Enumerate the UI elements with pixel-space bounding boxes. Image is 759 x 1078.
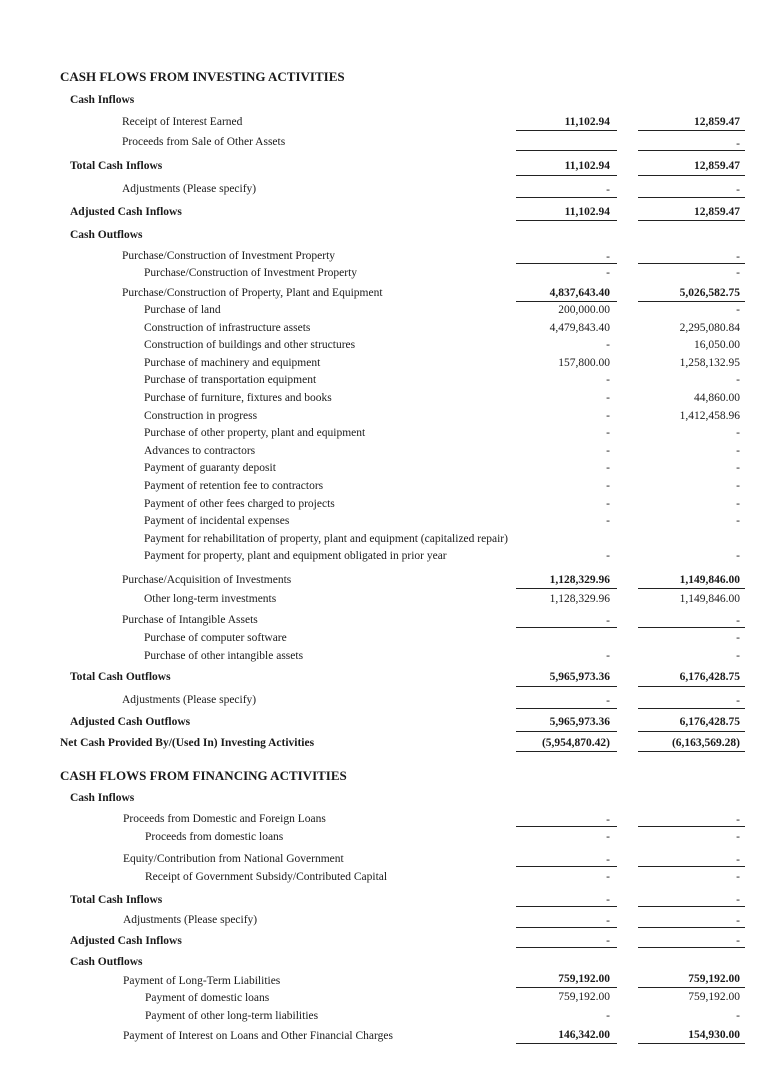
rule <box>516 686 617 687</box>
ppe-item-v2: - <box>736 550 740 562</box>
ppe-item-v2: 1,412,458.96 <box>679 410 740 422</box>
investments-sub-v2: 1,149,846.00 <box>679 593 740 605</box>
financing-inflows-header: Cash Inflows <box>70 792 135 804</box>
rule <box>516 1043 617 1044</box>
rule <box>516 826 617 827</box>
inv-total-outflows-label: Total Cash Outflows <box>70 671 171 683</box>
rule <box>516 866 617 867</box>
lt-liabilities-label: Payment of Long-Term Liabilities <box>123 975 281 987</box>
rule <box>638 627 745 628</box>
rule <box>638 197 745 198</box>
intangible-item-v2: - <box>736 632 740 644</box>
inv-net-label: Net Cash Provided By/(Used In) Investing Activities <box>60 737 315 749</box>
rule <box>638 987 745 988</box>
fin-adjustments-in-label: Adjustments (Please specify) <box>123 914 258 926</box>
lt-item-v2: 759,192.00 <box>688 991 740 1003</box>
rule <box>516 263 617 264</box>
ppe-item-label: Purchase of machinery and equipment <box>144 357 321 369</box>
inv-adjustments-in-v1: - <box>606 184 610 196</box>
rule <box>516 987 617 988</box>
ppe-v2: 5,026,582.75 <box>679 287 740 299</box>
ppe-item-v1: - <box>606 498 610 510</box>
ppe-item-label: Purchase of other property, plant and equipment <box>144 427 366 439</box>
inv-property-sub-v1: - <box>606 267 610 279</box>
investing-outflows-header: Cash Outflows <box>70 229 143 241</box>
ppe-item-v2: 2,295,080.84 <box>679 322 740 334</box>
inv-property-label: Purchase/Construction of Investment Property <box>122 250 336 262</box>
fin-total-inflows-label: Total Cash Inflows <box>70 894 163 906</box>
rule <box>638 927 745 928</box>
inv-property-v2: - <box>736 251 740 263</box>
interest-v1: 146,342.00 <box>558 1029 610 1041</box>
ppe-item-v2: 1,258,132.95 <box>679 357 740 369</box>
rule <box>638 588 745 589</box>
rule <box>638 708 745 709</box>
inv-property-sub-label: Purchase/Construction of Investment Property <box>144 267 358 279</box>
rule <box>516 150 617 151</box>
ppe-item-v1: - <box>606 550 610 562</box>
inv-adjusted-inflows-v2: 12,859.47 <box>694 206 740 218</box>
rule <box>638 866 745 867</box>
ppe-item-v2: 16,050.00 <box>694 339 740 351</box>
rule <box>638 130 745 131</box>
rule <box>638 263 745 264</box>
rule <box>638 731 745 732</box>
inv-total-inflows-label: Total Cash Inflows <box>70 160 163 172</box>
inv-adjustments-in-label: Adjustments (Please specify) <box>122 183 257 195</box>
intangibles-label: Purchase of Intangible Assets <box>122 614 258 626</box>
inv-net-v1: (5,954,870.42) <box>541 737 610 749</box>
lt-item-label: Payment of domestic loans <box>145 992 270 1004</box>
ppe-item-label: Construction of infrastructure assets <box>144 322 311 334</box>
investments-sub-label: Other long-term investments <box>144 593 277 605</box>
inv-total-outflows-v1: 5,965,973.36 <box>549 671 610 683</box>
ppe-item-v1: - <box>606 374 610 386</box>
rule <box>638 220 745 221</box>
ppe-item-label: Payment of guaranty deposit <box>144 462 276 474</box>
lt-item-v2: - <box>736 1010 740 1022</box>
rule <box>516 751 617 752</box>
equity-label: Equity/Contribution from National Government <box>123 853 344 865</box>
fin-adjusted-inflows-v1: - <box>606 935 610 947</box>
ppe-item-v1: - <box>606 480 610 492</box>
ppe-item-v2: - <box>736 480 740 492</box>
intangible-item-v2: - <box>736 650 740 662</box>
ppe-item-v1: - <box>606 445 610 457</box>
ppe-item-v1: - <box>606 462 610 474</box>
rule <box>516 301 617 302</box>
rule <box>638 947 745 948</box>
inv-property-sub-v2: - <box>736 267 740 279</box>
rule <box>516 220 617 221</box>
inv-adjusted-inflows-v1: 11,102.94 <box>564 206 610 218</box>
lt-liabilities-v2: 759,192.00 <box>688 973 740 985</box>
financing-outflows-header: Cash Outflows <box>70 956 143 968</box>
receipt-interest-v2: 12,859.47 <box>694 116 740 128</box>
ppe-item-label: Construction of buildings and other structures <box>144 339 356 351</box>
receipt-interest-v1: 11,102.94 <box>564 116 610 128</box>
inv-adjusted-outflows-v1: 5,965,973.36 <box>549 716 610 728</box>
loans-sub-v2: - <box>736 831 740 843</box>
rule <box>638 1043 745 1044</box>
ppe-item-label: Payment of incidental expenses <box>144 515 290 527</box>
ppe-item-v1: - <box>606 392 610 404</box>
rule <box>516 588 617 589</box>
financing-section-title: CASH FLOWS FROM FINANCING ACTIVITIES <box>60 768 347 783</box>
rule <box>516 947 617 948</box>
rule <box>638 686 745 687</box>
ppe-item-v1: 200,000.00 <box>558 304 610 316</box>
inv-adjusted-outflows-v2: 6,176,428.75 <box>679 716 740 728</box>
interest-v2: 154,930.00 <box>688 1029 740 1041</box>
intangible-item-v1: - <box>606 650 610 662</box>
rule <box>516 175 617 176</box>
fin-total-inflows-v2: - <box>736 894 740 906</box>
intangible-item-label: Purchase of other intangible assets <box>144 650 304 662</box>
ppe-item-label: Payment of other fees charged to projects <box>144 498 335 510</box>
inv-adjustments-out-v2: - <box>736 695 740 707</box>
ppe-item-label: Payment of retention fee to contractors <box>144 480 324 492</box>
rule <box>638 301 745 302</box>
rule <box>638 751 745 752</box>
investments-sub-v1: 1,128,329.96 <box>549 593 610 605</box>
ppe-item-v2: - <box>736 515 740 527</box>
investments-label: Purchase/Acquisition of Investments <box>122 574 292 586</box>
inv-adjusted-inflows-label: Adjusted Cash Inflows <box>70 206 182 218</box>
interest-label: Payment of Interest on Loans and Other Financial Charges <box>123 1030 393 1042</box>
intangibles-v2: - <box>736 615 740 627</box>
loans-v1: - <box>606 814 610 826</box>
inv-adjusted-outflows-label: Adjusted Cash Outflows <box>70 716 191 728</box>
receipt-interest-label: Receipt of Interest Earned <box>122 116 243 128</box>
intangible-item-label: Purchase of computer software <box>144 632 287 644</box>
fin-adjusted-inflows-label: Adjusted Cash Inflows <box>70 935 182 947</box>
fin-adjustments-in-v2: - <box>736 915 740 927</box>
ppe-item-label: Purchase of furniture, fixtures and books <box>144 392 332 404</box>
lt-item-label: Payment of other long-term liabilities <box>145 1010 319 1022</box>
rule <box>516 906 617 907</box>
ppe-item-v1: - <box>606 410 610 422</box>
ppe-item-v2: - <box>736 445 740 457</box>
lt-item-v1: 759,192.00 <box>558 991 610 1003</box>
rule <box>638 175 745 176</box>
investments-v1: 1,128,329.96 <box>549 574 610 586</box>
rule <box>516 708 617 709</box>
rule <box>638 150 745 151</box>
ppe-item-v1: - <box>606 339 610 351</box>
ppe-item-label: Payment for property, plant and equipment obligated in prior year <box>144 550 447 562</box>
rule <box>516 731 617 732</box>
equity-sub-label: Receipt of Government Subsidy/Contributed Capital <box>145 871 388 883</box>
ppe-item-v1: - <box>606 515 610 527</box>
loans-sub-v1: - <box>606 831 610 843</box>
inv-adjustments-out-v1: - <box>606 695 610 707</box>
loans-v2: - <box>736 814 740 826</box>
inv-property-v1: - <box>606 251 610 263</box>
rule <box>516 197 617 198</box>
loans-label: Proceeds from Domestic and Foreign Loans <box>123 813 326 825</box>
ppe-item-v2: - <box>736 462 740 474</box>
inv-net-v2: (6,163,569.28) <box>671 737 740 749</box>
ppe-item-v2: - <box>736 498 740 510</box>
fin-adjustments-in-v1: - <box>606 915 610 927</box>
rule <box>516 627 617 628</box>
ppe-item-v2: - <box>736 304 740 316</box>
rule <box>516 130 617 131</box>
equity-sub-v2: - <box>736 871 740 883</box>
ppe-item-label: Advances to contractors <box>144 445 256 457</box>
ppe-item-v1: 4,479,843.40 <box>549 322 610 334</box>
inv-total-outflows-v2: 6,176,428.75 <box>679 671 740 683</box>
ppe-item-label: Purchase of land <box>144 304 221 316</box>
ppe-item-label: Construction in progress <box>144 410 258 422</box>
investing-inflows-header: Cash Inflows <box>70 94 135 106</box>
fin-adjusted-inflows-v2: - <box>736 935 740 947</box>
equity-v2: - <box>736 854 740 866</box>
rule <box>516 927 617 928</box>
ppe-item-label: Purchase of transportation equipment <box>144 374 317 386</box>
equity-sub-v1: - <box>606 871 610 883</box>
inv-total-inflows-v2: 12,859.47 <box>694 160 740 172</box>
proceeds-sale-label: Proceeds from Sale of Other Assets <box>122 136 286 148</box>
rule <box>638 906 745 907</box>
lt-liabilities-v1: 759,192.00 <box>558 973 610 985</box>
ppe-item-v2: - <box>736 374 740 386</box>
inv-adjustments-in-v2: - <box>736 184 740 196</box>
rule <box>638 826 745 827</box>
investments-v2: 1,149,846.00 <box>679 574 740 586</box>
lt-item-v1: - <box>606 1010 610 1022</box>
fin-total-inflows-v1: - <box>606 894 610 906</box>
loans-sub-label: Proceeds from domestic loans <box>145 831 284 843</box>
ppe-item-v2: 44,860.00 <box>694 392 740 404</box>
ppe-item-v1: 157,800.00 <box>558 357 610 369</box>
ppe-label: Purchase/Construction of Property, Plant and Equipment <box>122 287 383 299</box>
ppe-item-label: Payment for rehabilitation of property, plant and equipment (capitalized repair) <box>144 533 508 545</box>
inv-adjustments-out-label: Adjustments (Please specify) <box>122 694 257 706</box>
intangibles-v1: - <box>606 615 610 627</box>
proceeds-sale-v2: - <box>736 138 740 150</box>
ppe-item-v1: - <box>606 427 610 439</box>
inv-total-inflows-v1: 11,102.94 <box>564 160 610 172</box>
ppe-v1: 4,837,643.40 <box>549 287 610 299</box>
equity-v1: - <box>606 854 610 866</box>
investing-section-title: CASH FLOWS FROM INVESTING ACTIVITIES <box>60 69 345 84</box>
ppe-item-v2: - <box>736 427 740 439</box>
